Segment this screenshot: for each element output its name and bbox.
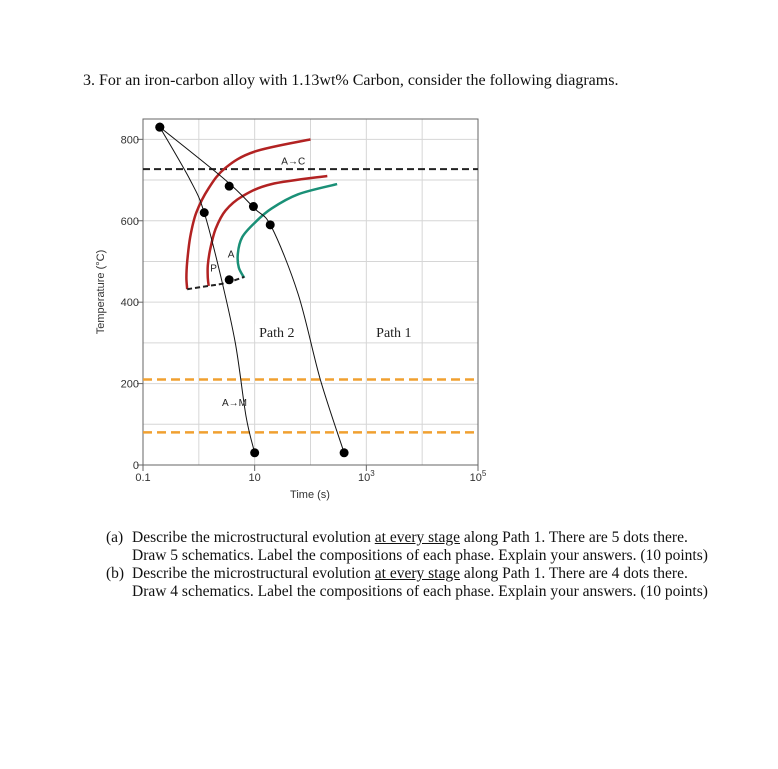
path-dot xyxy=(225,275,234,284)
underlined-text: at every stage xyxy=(374,529,460,546)
path-dot xyxy=(249,202,258,211)
phase-annotation: A→C xyxy=(281,156,306,168)
subquestion-text xyxy=(132,529,726,565)
y-axis-label: Temperature (°C) xyxy=(95,249,107,335)
underlined-text: at every stage xyxy=(374,565,460,582)
phase-annotation: P xyxy=(210,263,217,275)
y-tick-label: 600 xyxy=(120,215,139,228)
x-tick-label: $10^5$ xyxy=(469,469,487,484)
path-dot xyxy=(266,220,275,229)
question-title: 3. For an iron-carbon alloy with 1.13wt% Carbon, consider the following diagrams. xyxy=(83,72,619,89)
subquestion-a xyxy=(106,529,726,565)
text-part: along Path 1. There are 4 dots there. Draw 4 schematics. Label the compositions of each phase. Explain your answers. (10 points) xyxy=(132,565,708,600)
subquestion-text xyxy=(132,565,726,601)
cooling-paths xyxy=(155,123,348,458)
path-label: Path 1 xyxy=(376,325,412,341)
transformation-curve xyxy=(187,277,244,289)
subquestion-label: (a) xyxy=(106,529,124,546)
y-tick-label: 800 xyxy=(120,134,139,147)
y-tick-label: 0 xyxy=(132,460,139,472)
x-tick-label: 0.1 xyxy=(135,472,151,484)
path-dot xyxy=(340,448,349,457)
y-tick-label: 200 xyxy=(120,378,139,391)
phase-annotation: A xyxy=(227,249,235,261)
path-label: Path 2 xyxy=(259,325,295,341)
phase-annotation: A→M xyxy=(222,397,248,409)
transformation-curve xyxy=(208,176,328,286)
text-part: along Path 1. There are 5 dots there. Draw 5 schematics. Label the compositions of each phase. Explain your answers. (10 points) xyxy=(132,529,708,564)
subquestion-label: (b) xyxy=(106,565,125,582)
path-dot xyxy=(250,448,259,457)
path-dot xyxy=(155,123,164,132)
y-tick-label: 400 xyxy=(120,297,139,310)
path-dot xyxy=(200,208,209,217)
text-part: Describe the microstructural evolution xyxy=(132,565,375,582)
grid xyxy=(143,119,478,465)
text-part: Describe the microstructural evolution xyxy=(132,529,375,546)
x-tick-label: 10 xyxy=(248,472,261,484)
x-axis-label: Time (s) xyxy=(290,489,330,501)
subquestion-list xyxy=(106,529,726,601)
x-tick-label: $10^3$ xyxy=(357,469,375,484)
subquestion-b xyxy=(106,565,726,601)
path-dot xyxy=(225,182,234,191)
